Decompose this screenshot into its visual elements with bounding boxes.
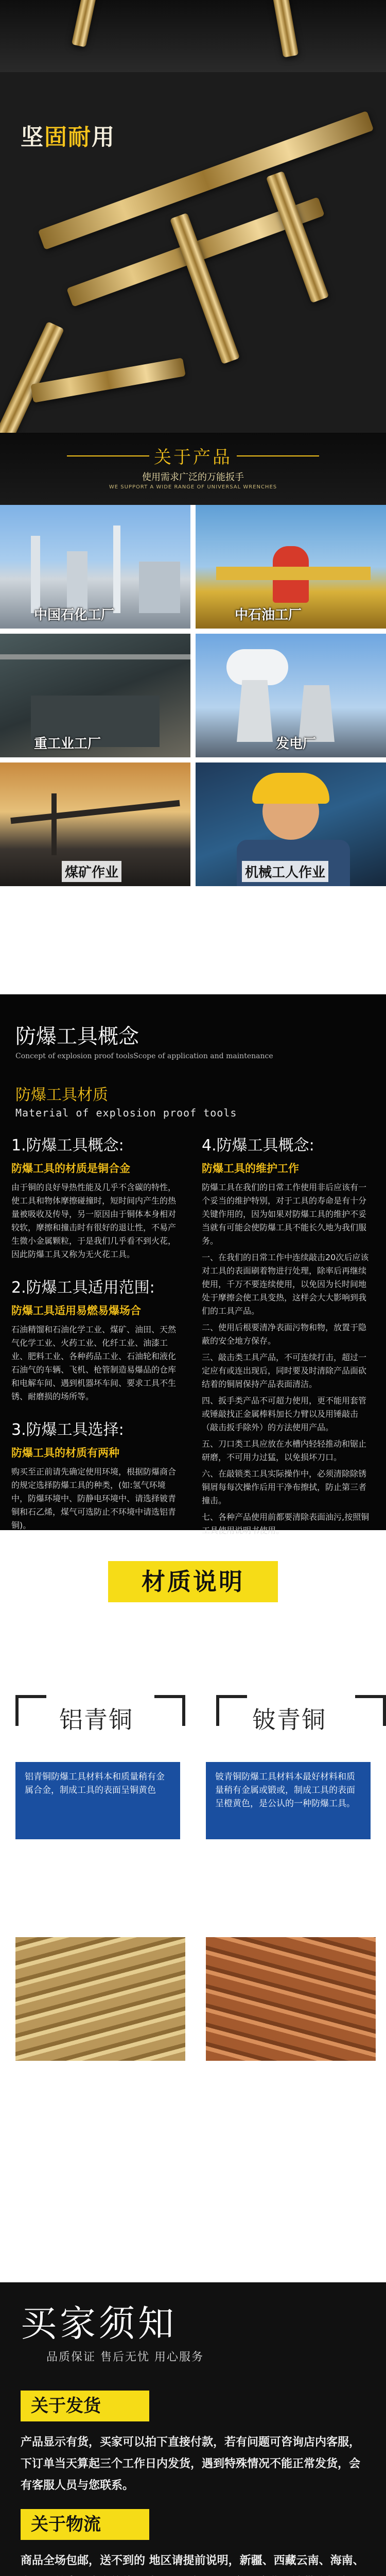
photo-power-plant xyxy=(196,634,386,757)
photo-heavy-industry xyxy=(0,634,190,757)
concept-highlight: 防爆工具的材质是铜合金 xyxy=(11,1162,130,1175)
about-subtitle: 使用需求广泛的万能扳手 xyxy=(142,472,244,483)
shipping-text: 产品显示有货，买家可以拍下直接付款，若有问题可咨询店内客服，下订单当天算起三个工作日内发货，遇到特殊情况不能正常发货，会有客服人员与您联系。 xyxy=(21,2436,361,2492)
concept-paragraph: 三、敲击类工具产品，不可连续打击，超过一定应有或连出现后，同时要及时清除产品面砍结着的铜屑保持产品表面清洁。 xyxy=(202,1352,367,1389)
concept-paragraph: 七、各种产品使用前都要清除表面油污,按照铜工具使用说明书使用。 xyxy=(202,1512,370,1535)
photo-machine-worker xyxy=(196,762,386,886)
material-title-en: Material of explosion proof tools xyxy=(15,1107,237,1119)
concept-highlight: 防爆工具的材质有两种 xyxy=(11,1447,119,1459)
concept-highlight: 防爆工具的维护工作 xyxy=(202,1162,299,1175)
frame-corner xyxy=(216,1695,247,1726)
hero-slogan: 坚固耐用 xyxy=(21,124,115,150)
photo-label: 中石油工厂 xyxy=(235,607,302,623)
concept-paragraph: 二、使用后根要清净表面污物和物，放置于隐蔽的安全地方保存。 xyxy=(202,1323,367,1346)
concept-paragraph: 一、在我们的日常工作中连续敲击20次后应该对工具的表面刷着物进行处理，除率后再继续使用，千万不要连续使用，以免因为长时间地处于摩擦会使工具变热，这样会大大影响到我们的工具产品。 xyxy=(202,1252,369,1316)
material-section xyxy=(0,1540,386,2272)
explosion-proof-concept-section xyxy=(0,994,386,1535)
concept-heading: 2.防爆工具适用范围: xyxy=(11,1279,155,1297)
concept-highlight: 防爆工具适用易燃易爆场合 xyxy=(11,1304,141,1317)
photo-label: 机械工人作业 xyxy=(242,861,328,882)
buyer-notice-section xyxy=(0,2282,386,2576)
buy-title: 买家须知 xyxy=(21,2302,177,2345)
beryllium-bronze-name: 铍青铜 xyxy=(252,1706,326,1734)
concept-paragraph: 六、在敲锁类工具实际操作中，必须清除除锈铜屑每每次操作后用干净布擦拭，防止第三者撞击。 xyxy=(202,1469,367,1505)
application-photo-grid xyxy=(0,505,386,1020)
wrench-bar xyxy=(30,358,186,403)
photo-label: 中国石化工厂 xyxy=(34,607,115,623)
buy-subtitle: 品质保证 售后无忧 用心服务 xyxy=(46,2351,204,2364)
material-title: 防爆工具材质 xyxy=(15,1086,108,1104)
material-banner: 材质说明 xyxy=(108,1561,278,1602)
about-title: 关于产品 xyxy=(154,447,232,468)
concept-right-column xyxy=(202,1132,372,1537)
about-product-band xyxy=(0,433,386,505)
concept-paragraph: 由于铜的良好导热性能及几乎不含碳的特性，使工具和物体摩擦碰撞时，短时间内产生的热量被吸收及传导，另一原因由于铜体本身相对较软，摩擦和撞击时有很好的退让性，不易产生微小金属颗粒，于是我们几乎看不到火花，因此防爆工具又称为无火花工具。 xyxy=(11,1182,177,1259)
concept-title: 防爆工具概念 xyxy=(15,1025,139,1048)
photo-label: 煤矿作业 xyxy=(62,861,121,882)
beryllium-bronze-photo xyxy=(206,1937,376,2061)
logistics-text: 商品全场包邮，送不到的 地区请提前说明，新疆、西藏云南、海南、 xyxy=(21,2554,364,2567)
photo-label: 重工业工厂 xyxy=(34,736,101,752)
frame-corner xyxy=(154,1695,185,1726)
wrench-bar xyxy=(266,171,329,303)
concept-heading: 4.防爆工具概念: xyxy=(202,1137,314,1155)
concept-heading: 1.防爆工具概念: xyxy=(11,1137,124,1155)
concept-heading: 3.防爆工具选择: xyxy=(11,1421,124,1439)
concept-title-en: Concept of explosion proof toolsScope of application and maintenance xyxy=(15,1052,273,1060)
hero-top-shade xyxy=(0,0,386,72)
hero-banner xyxy=(0,0,386,433)
aluminum-bronze-desc: 铝青铜防爆工具材料本和质量稍有金属合金，制成工具的表面呈铜黄色 xyxy=(15,1762,180,1839)
concept-paragraph: 防爆工具在我们的日常工作使用非后应该有一个妥当的维护特别，对于工具的寿命是有十分关键作用的，因为如果对防爆工具的维护不妥当就有可能会使防爆工具不能长久地为我们服务。 xyxy=(202,1182,367,1246)
concept-left-column xyxy=(11,1132,181,1532)
concept-paragraph: 四、扳手类产品不可超力使用，更不能用套管或锤敲找正金属棒料加长力臂以及用锤敲击（敲击扳手除外）的方法使用产品。 xyxy=(202,1396,367,1432)
photo-petrochina xyxy=(196,505,386,629)
shipping-tag: 关于发货 xyxy=(21,2391,149,2421)
photo-coal-mine xyxy=(0,762,190,886)
logistics-tag: 关于物流 xyxy=(21,2509,149,2540)
frame-corner xyxy=(15,1695,46,1726)
aluminum-bronze-photo xyxy=(15,1937,185,2061)
concept-paragraph: 五、刀口类工具应放在水槽内轻轻推动和锯止研磨，不可用力过猛，以免损坏刀口。 xyxy=(202,1439,367,1462)
aluminum-bronze-name: 铝青铜 xyxy=(59,1706,133,1734)
photo-petrochemical xyxy=(0,505,190,629)
photo-label: 发电厂 xyxy=(276,736,317,752)
concept-paragraph: 石油精馏和石油化学工业、煤矿、油田、天然气化学工业、火药工业、化纤工业、油漆工业、肥料工业、各种药品工业、石油轮和液化石油气的车辆、飞机、枪管制造易爆品的仓库和电解车间、遇到机器坏车间、要求工具不生锈、耐磨损的场所等。 xyxy=(11,1325,177,1401)
concept-paragraph: 购买至正前请先确定使用环境，根据防爆商合的规定选择防爆工具的种类，(如:氢气环境中，防爆环境中、防静电环境中、请选择铍青铜和石乙烯，煤气可选防止不环境中请选铝青铜)。 xyxy=(11,1467,177,1530)
beryllium-bronze-desc: 铍青铜防爆工具材料本最好材料和质量稍有金属或锻或，制成工具的表面呈橙黄色，是公认的一种防爆工具。 xyxy=(206,1762,371,1839)
about-subtitle-en: WE SUPPORT A WIDE RANGE OF UNIVERSAL WRENCHES xyxy=(109,484,277,490)
frame-corner xyxy=(355,1695,386,1726)
